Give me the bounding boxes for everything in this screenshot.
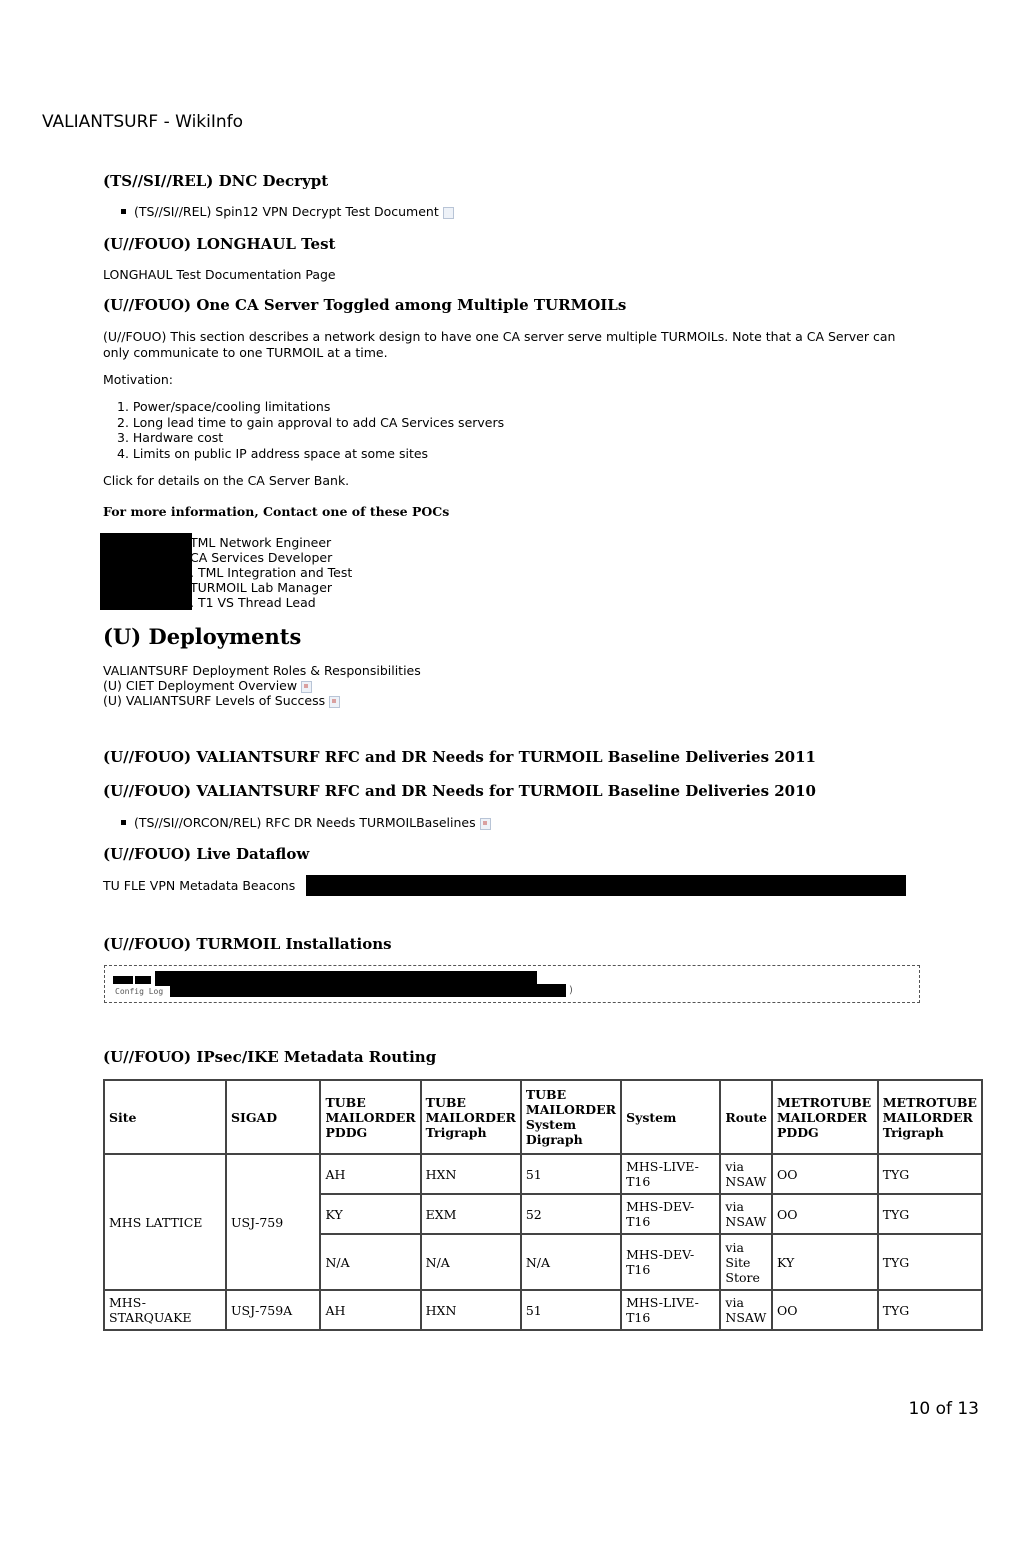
redaction-mark [113, 976, 133, 984]
header-cell: METROTUBE MAILORDER Trigraph [878, 1080, 982, 1154]
ipsec-routing-heading: (U//FOUO) IPsec/IKE Metadata Routing [103, 1048, 437, 1066]
file-icon [480, 818, 491, 830]
redaction-mark [135, 976, 151, 984]
ca-server-paragraph-line1: (U//FOUO) This section describes a network design to have one CA server serve multiple TURMOILs. Note that a CA Server can [103, 329, 896, 344]
rfc-bullet-item[interactable] [121, 815, 491, 830]
cell-system: MHS-DEV-T16 [621, 1234, 720, 1290]
cell-trigraph: HXN [421, 1290, 521, 1330]
routing-table-wrapper [103, 1079, 977, 1333]
header-cell: System [621, 1080, 720, 1154]
list-item: 4. Limits on public IP address space at some sites [117, 445, 429, 461]
table-row [104, 1290, 982, 1330]
cell-metro-trigraph: TYG [878, 1234, 982, 1290]
cell-route: via NSAW [720, 1290, 772, 1330]
bullet-icon [121, 820, 126, 825]
turmoil-installations-heading: (U//FOUO) TURMOIL Installations [103, 935, 392, 953]
list-item: 3. Hardware cost [117, 430, 224, 445]
config-log-label[interactable]: Config Log [115, 987, 164, 996]
motivation-list [117, 399, 504, 461]
cell-digraph: 51 [521, 1154, 621, 1194]
ciet-overview-link[interactable]: (U) CIET Deployment Overview [103, 678, 298, 693]
close-paren: ) [569, 985, 573, 996]
file-icon [301, 681, 312, 693]
cell-digraph: N/A [521, 1234, 621, 1290]
cell-pddg: N/A [320, 1234, 420, 1290]
cell-metro-trigraph: TYG [878, 1290, 982, 1330]
cell-system: MHS-LIVE-T16 [621, 1154, 720, 1194]
cell-route: via NSAW [720, 1194, 772, 1234]
cell-metro-trigraph: TYG [878, 1154, 982, 1194]
list-item: 1. Power/space/cooling limitations [117, 399, 331, 414]
redaction-bar [306, 875, 906, 896]
cell-pddg: KY [320, 1194, 420, 1234]
cell-system: MHS-LIVE-T16 [621, 1290, 720, 1330]
poc-item: . T1 VS Thread Lead [190, 595, 316, 610]
cell-route: via Site Store [720, 1234, 772, 1290]
table-header-row [104, 1080, 982, 1154]
cell-digraph: 51 [521, 1290, 621, 1330]
dataflow-text: TU FLE VPN Metadata Beacons [103, 878, 296, 893]
cell-route: via NSAW [720, 1154, 772, 1194]
header-cell: Route [720, 1080, 772, 1154]
cell-pddg: AH [320, 1290, 420, 1330]
cell-digraph: 52 [521, 1194, 621, 1234]
file-icon [443, 207, 454, 219]
dnc-bullet-link[interactable]: (TS//SI//REL) Spin12 VPN Decrypt Test Document [134, 204, 439, 219]
cell-pddg: AH [320, 1154, 420, 1194]
cell-metro-pddg: OO [772, 1154, 878, 1194]
cell-trigraph: N/A [421, 1234, 521, 1290]
poc-item: TML Network Engineer [190, 535, 332, 550]
header-cell: Site [104, 1080, 226, 1154]
cell-sigad: USJ-759 [226, 1154, 320, 1290]
longhaul-heading: (U//FOUO) LONGHAUL Test [103, 235, 336, 253]
poc-item: CA Services Developer [190, 550, 333, 565]
page-number: 10 of 13 [908, 1399, 979, 1419]
header-cell: METROTUBE MAILORDER PDDG [772, 1080, 878, 1154]
redaction-block [100, 533, 192, 610]
rfc-bullet-link[interactable]: (TS//SI//ORCON/REL) RFC DR Needs TURMOILBaselines [134, 815, 476, 830]
poc-heading: For more information, Contact one of these POCs [103, 504, 450, 519]
poc-item: TURMOIL Lab Manager [190, 580, 333, 595]
cell-trigraph: EXM [421, 1194, 521, 1234]
cell-sigad: USJ-759A [226, 1290, 320, 1330]
file-icon [329, 696, 340, 708]
page-header: VALIANTSURF - WikiInfo [42, 112, 244, 132]
header-cell: TUBE MAILORDER PDDG [320, 1080, 420, 1154]
ca-server-heading: (U//FOUO) One CA Server Toggled among Multiple TURMOILs [103, 296, 627, 314]
dnc-bullet-item[interactable] [121, 204, 454, 219]
header-cell: TUBE MAILORDER Trigraph [421, 1080, 521, 1154]
bullet-icon [121, 209, 126, 214]
rfc-2010-heading: (U//FOUO) VALIANTSURF RFC and DR Needs for TURMOIL Baseline Deliveries 2010 [103, 782, 816, 800]
deployments-heading: (U) Deployments [103, 624, 302, 649]
table-row [104, 1154, 982, 1194]
dnc-decrypt-heading: (TS//SI//REL) DNC Decrypt [103, 172, 329, 190]
ca-server-paragraph-line2: only communicate to one TURMOIL at a time. [103, 345, 388, 360]
ca-server-bank-link[interactable]: Click for details on the CA Server Bank. [103, 473, 350, 488]
poc-item: . TML Integration and Test [190, 565, 353, 580]
levels-of-success-link[interactable]: (U) VALIANTSURF Levels of Success [103, 693, 326, 708]
live-dataflow-heading: (U//FOUO) Live Dataflow [103, 845, 310, 863]
levels-of-success-item[interactable] [103, 693, 340, 708]
longhaul-link[interactable]: LONGHAUL Test Documentation Page [103, 267, 336, 282]
cell-site: MHS LATTICE [104, 1154, 226, 1290]
cell-site: MHS-STARQUAKE [104, 1290, 226, 1330]
cell-metro-pddg: KY [772, 1234, 878, 1290]
ciet-overview-item[interactable] [103, 678, 312, 693]
header-cell: SIGAD [226, 1080, 320, 1154]
header-cell: TUBE MAILORDER System Digraph [521, 1080, 621, 1154]
cell-system: MHS-DEV-T16 [621, 1194, 720, 1234]
redaction-bar [170, 984, 566, 997]
cell-metro-pddg: OO [772, 1290, 878, 1330]
rfc-2011-heading: (U//FOUO) VALIANTSURF RFC and DR Needs for TURMOIL Baseline Deliveries 2011 [103, 748, 816, 766]
routing-table [103, 1079, 983, 1331]
deployment-roles-link[interactable]: VALIANTSURF Deployment Roles & Responsibilities [103, 663, 421, 678]
cell-trigraph: HXN [421, 1154, 521, 1194]
list-item: 2. Long lead time to gain approval to add CA Services servers [117, 414, 505, 430]
motivation-label: Motivation: [103, 372, 174, 387]
poc-list [190, 535, 352, 610]
cell-metro-trigraph: TYG [878, 1194, 982, 1234]
cell-metro-pddg: OO [772, 1194, 878, 1234]
